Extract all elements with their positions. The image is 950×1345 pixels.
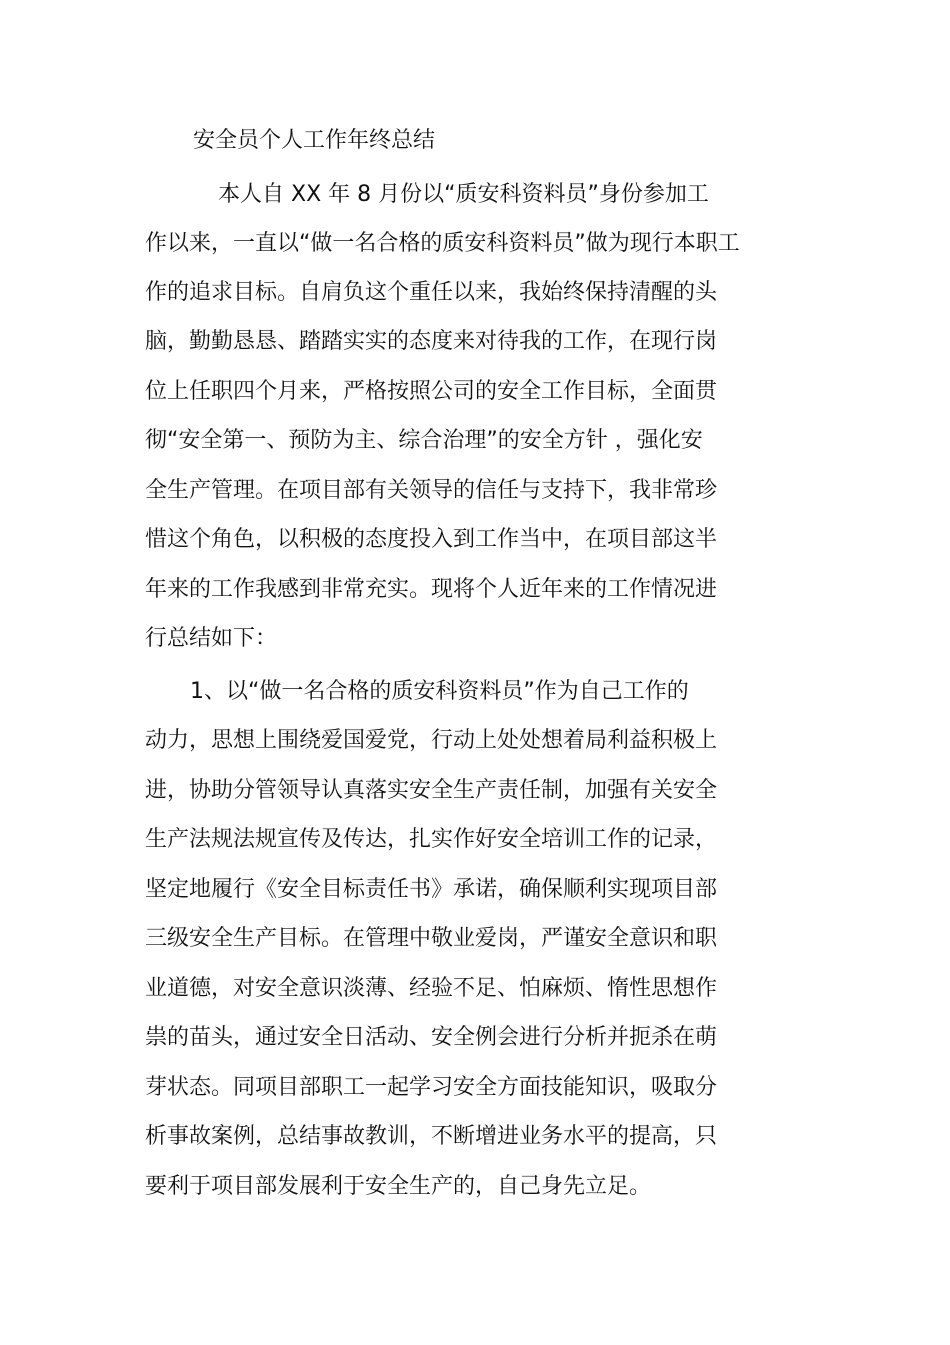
paragraph-line: 位上任职四个月来，严格按照公司的安全工作目标，全面贯 [145, 379, 718, 404]
paragraph-line: 惜这个角色，以积极的态度投入到工作当中，在项目部这半 [145, 527, 718, 552]
paragraph-line: 年来的工作我感到非常充实。现将个人近年来的工作情况进 [145, 577, 718, 602]
paragraph-line: 生产法规法规宣传及传达，扎实作好安全培训工作的记录， [145, 827, 718, 852]
paragraph-line: 进，协助分管领导认真落实安全生产责任制，加强有关安全 [145, 778, 718, 803]
paragraph-line: 动力，思想上围绕爱国爱党，行动上处处想着局利益积极上 [145, 728, 718, 753]
paragraph-line: 作以来，一直以“做一名合格的质安科资料员”做为现行本职工 [145, 231, 740, 256]
paragraph-line: 祟的苗头，通过安全日活动、安全例会进行分析并扼杀在萌 [145, 1025, 718, 1050]
paragraph-line: 1、以“做一名合格的质安科资料员”作为自己工作的 [190, 679, 689, 704]
paragraph-line: 全生产管理。在项目部有关领导的信任与支持下，我非常珍 [145, 478, 718, 503]
paragraph-line: 业道德，对安全意识淡薄、经验不足、怕麻烦、惰性思想作 [145, 976, 718, 1001]
paragraph-line: 作的追求目标。自肩负这个重任以来，我始终保持清醒的头 [145, 280, 718, 305]
paragraph-line: 彻“安全第一、预防为主、综合治理”的安全方针 ，强化安 [145, 428, 703, 453]
paragraph-line: 芽状态。同项目部职工一起学习安全方面技能知识，吸取分 [145, 1075, 718, 1100]
paragraph-line: 坚定地履行《安全目标责任书》承诺，确保顺利实现项目部 [145, 877, 718, 902]
paragraph-line: 析事故案例，总结事故教训，不断增进业务水平的提高，只 [145, 1124, 718, 1149]
paragraph-line: 三级安全生产目标。在管理中敬业爱岗，严谨安全意识和职 [145, 926, 718, 951]
paragraph-line: 本人自 XX 年 8 月份以“质安科资料员”身份参加工 [218, 182, 709, 207]
paragraph-line: 要利于项目部发展利于安全生产的，自己身先立足。 [145, 1174, 652, 1199]
document-title: 安全员个人工作年终总结 [193, 128, 436, 153]
paragraph-line: 脑，勤勤恳恳、踏踏实实的态度来对待我的工作，在现行岗 [145, 329, 718, 354]
paragraph-line: 行总结如下： [145, 626, 278, 651]
